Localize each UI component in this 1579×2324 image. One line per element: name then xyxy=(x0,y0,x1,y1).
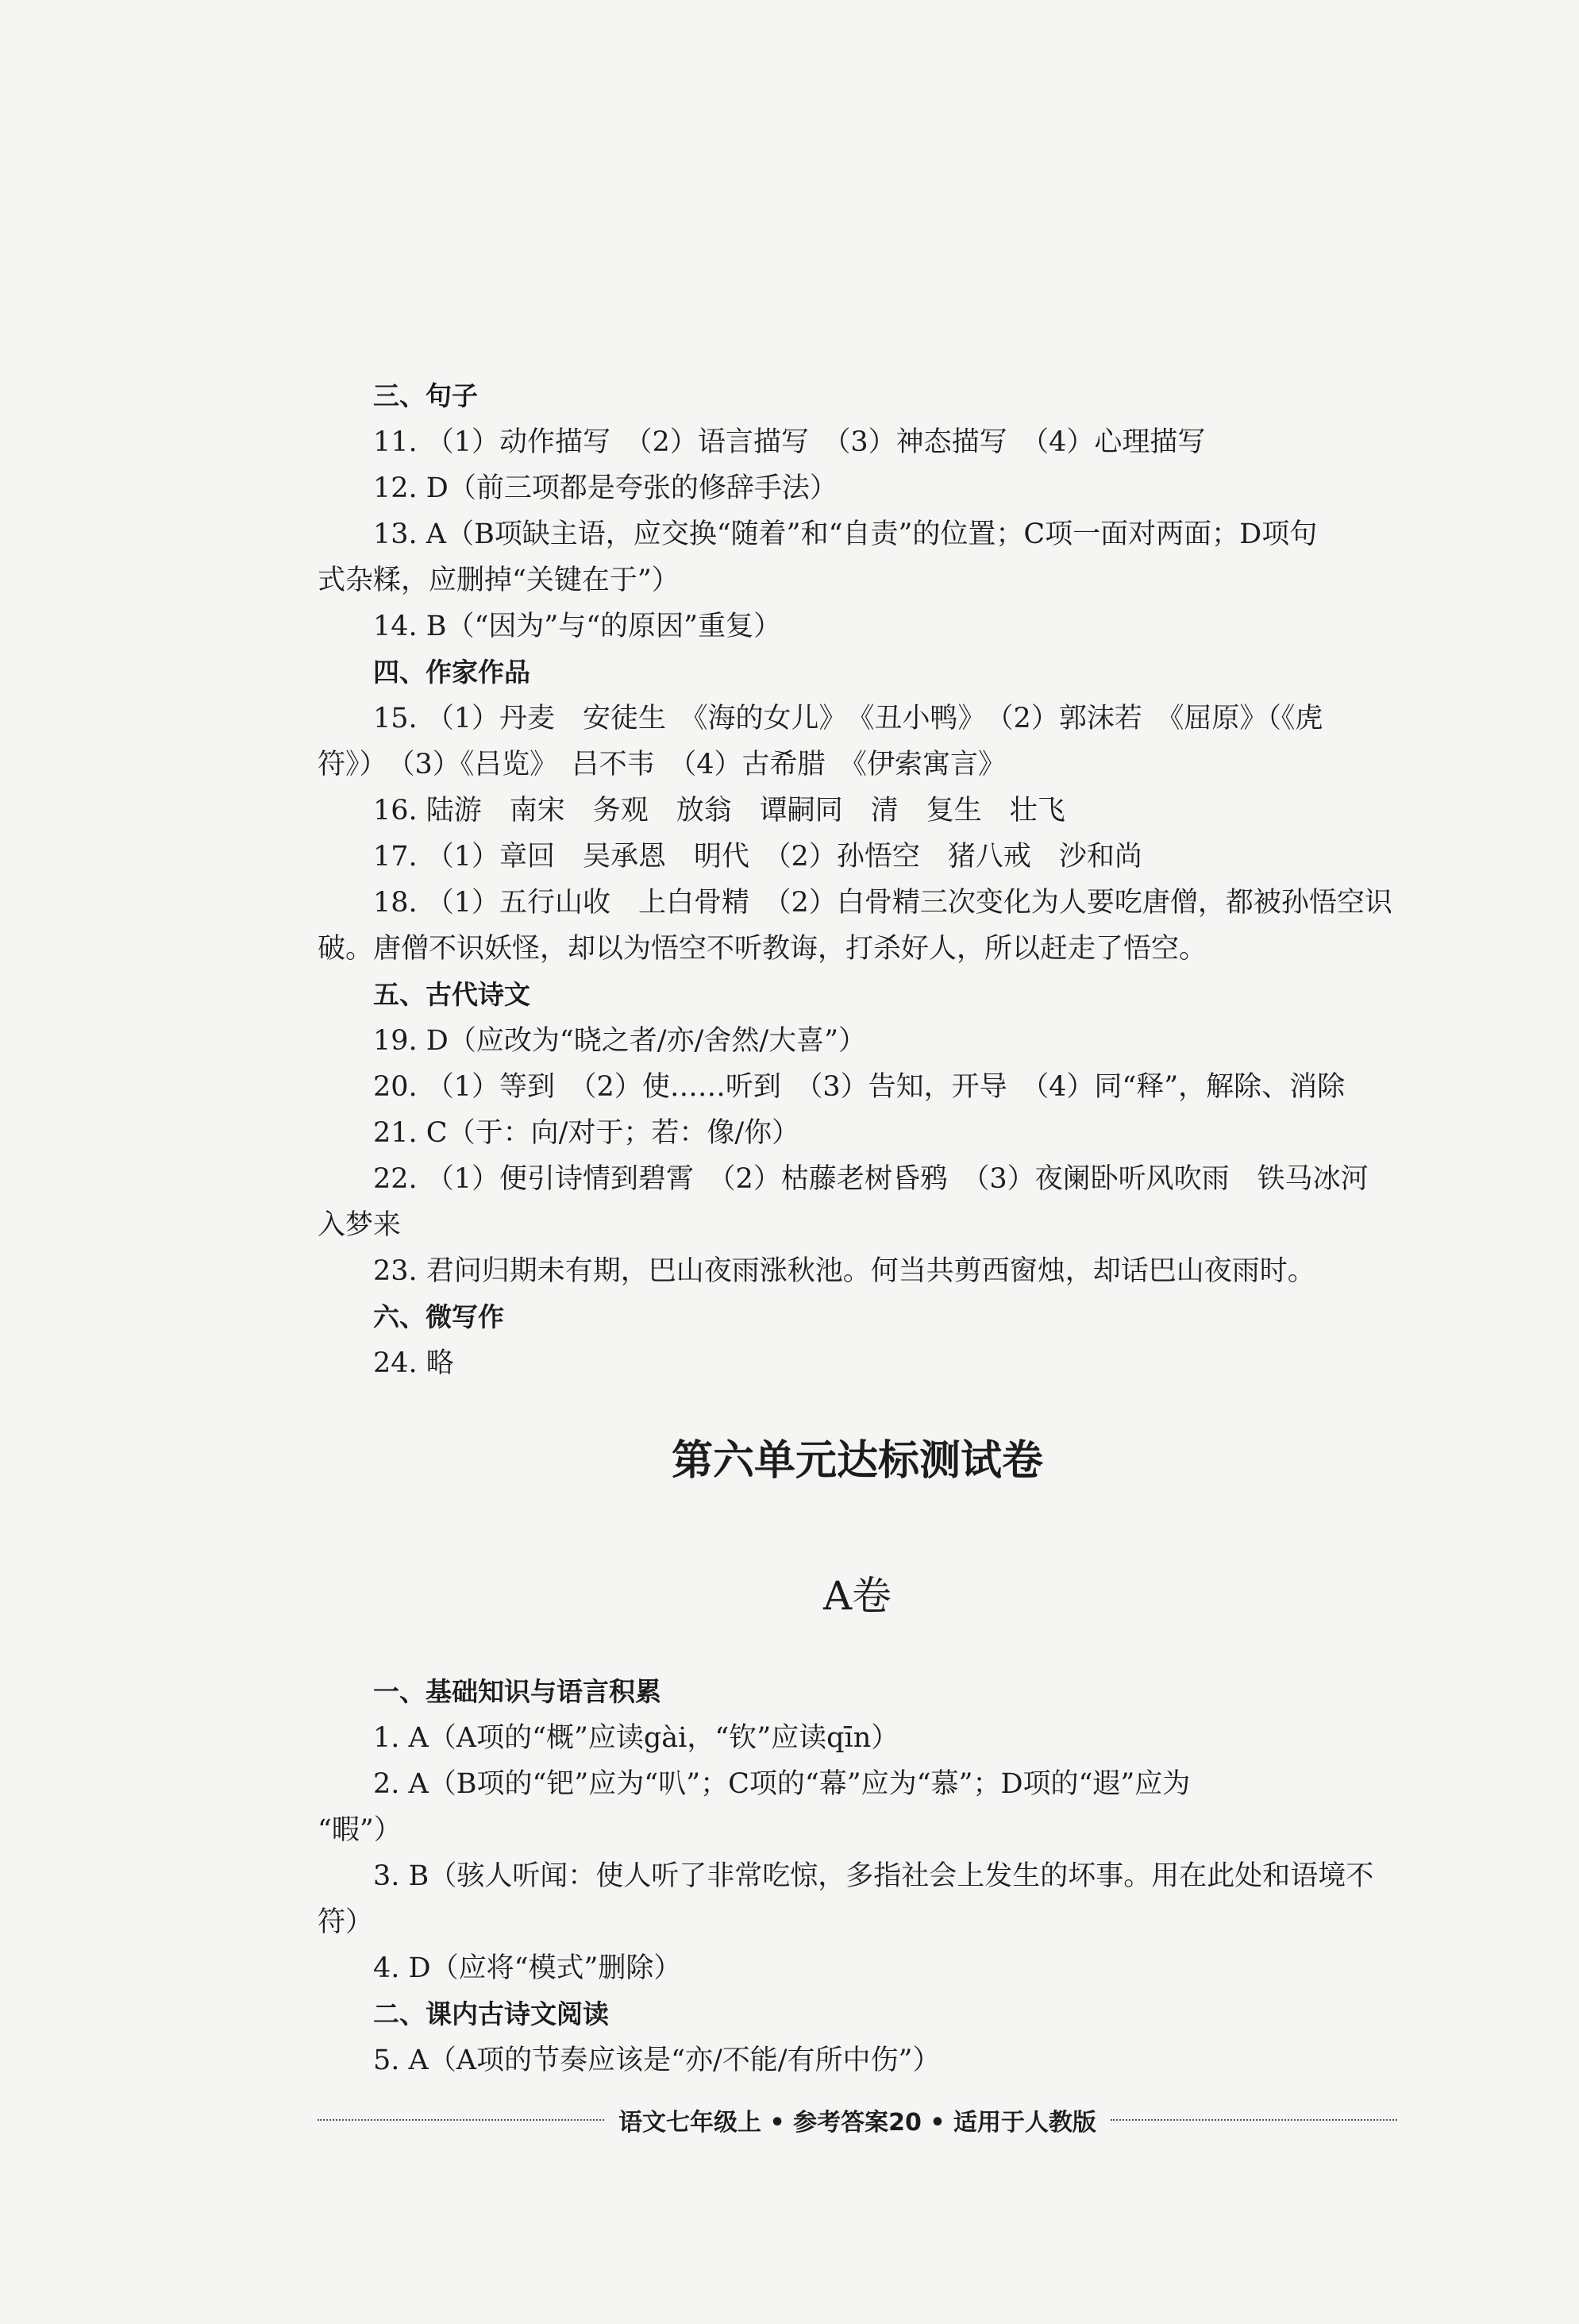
answer-item: 1. A（A项的“概”应读gài，“钦”应读qīn） xyxy=(373,1722,899,1754)
section-heading: 六、微写作 xyxy=(373,1301,504,1332)
answer-item: 21. C（于：向/对于；若：像/你） xyxy=(373,1117,800,1149)
answer-item: 16. 陆游 南宋 务观 放翁 谭嗣同 清 复生 壮飞 xyxy=(373,795,1065,827)
answer-item: 13. A（B项缺主语，应交换“随着”和“自责”的位置；C项一面对两面；D项句 xyxy=(373,518,1318,550)
footer-dotted-rule-left xyxy=(318,2119,604,2121)
volume-title: A卷 xyxy=(822,1573,892,1619)
answer-block-part1 xyxy=(318,373,1397,1386)
answer-item: 2. A（B项的“钯”应为“叭”；C项的“幕”应为“慕”；D项的“遐”应为 xyxy=(373,1768,1191,1800)
page-footer xyxy=(318,2096,1397,2144)
answer-item: 12. D（前三项都是夸张的修辞手法） xyxy=(373,472,838,504)
answer-item: 24. 略 xyxy=(373,1347,454,1379)
answer-item: 19. D（应改为“晓之者/亦/舍然/大喜”） xyxy=(373,1025,867,1057)
answer-item: 4. D（应将“模式”删除） xyxy=(373,1952,682,1984)
answer-item: 15. （1）丹麦 安徒生 《海的女儿》 《丑小鸭》 （2）郭沫若 《屈原》（《虎 xyxy=(373,703,1323,734)
answer-item-continuation: 式杂糅，应删掉“关键在于”） xyxy=(318,565,680,596)
section-heading: 三、句子 xyxy=(373,380,478,411)
answer-item: 23. 君问归期未有期，巴山夜雨涨秋池。何当共剪西窗烛，却话巴山夜雨时。 xyxy=(373,1255,1315,1287)
answer-item: 11. （1）动作描写 （2）语言描写 （3）神态描写 （4）心理描写 xyxy=(373,426,1206,458)
answer-item: 17. （1）章回 吴承恩 明代 （2）孙悟空 猪八戒 沙和尚 xyxy=(373,841,1142,873)
answer-item: 22. （1）便引诗情到碧霄 （2）枯藤老树昏鸦 （3）夜阑卧听风吹雨 铁马冰河 xyxy=(373,1163,1369,1195)
answer-item-continuation: “暇”） xyxy=(318,1814,402,1846)
answer-block-part2 xyxy=(318,1669,1397,2083)
answer-item: 5. A（A项的节奏应该是“亦/不能/有所中伤”） xyxy=(373,2045,941,2076)
footer-dotted-rule-right xyxy=(1111,2119,1397,2121)
answer-item-continuation: 符） xyxy=(318,1906,374,1938)
footer-text: 语文七年级上 • 参考答案20 • 适用于人教版 xyxy=(618,2109,1096,2137)
answer-item: 20. （1）等到 （2）使……听到 （3）告知，开导 （4）同“释”，解除、消除 xyxy=(373,1071,1346,1103)
section-heading: 一、基础知识与语言积累 xyxy=(373,1676,661,1707)
answer-item: 14. B（“因为”与“的原因”重复） xyxy=(373,611,782,642)
section-heading: 五、古代诗文 xyxy=(373,979,530,1010)
section-heading: 四、作家作品 xyxy=(373,657,530,688)
answer-item-continuation: 符》） （3）《吕览》 吕不韦 （4）古希腊 《伊索寓言》 xyxy=(318,749,1007,780)
answer-item-continuation: 破。唐僧不识妖怪，却以为悟空不听教诲，打杀好人，所以赶走了悟空。 xyxy=(318,933,1207,965)
answer-item: 18. （1）五行山收 上白骨精 （2）白骨精三次变化为人要吃唐僧，都被孙悟空识 xyxy=(373,887,1392,919)
answer-item-continuation: 入梦来 xyxy=(318,1209,402,1241)
section-heading: 二、课内古诗文阅读 xyxy=(373,1998,609,2029)
chapter-title: 第六单元达标测试卷 xyxy=(671,1437,1043,1485)
answer-item: 3. B（骇人听闻：使人听了非常吃惊，多指社会上发生的坏事。用在此处和语境不 xyxy=(373,1860,1374,1892)
